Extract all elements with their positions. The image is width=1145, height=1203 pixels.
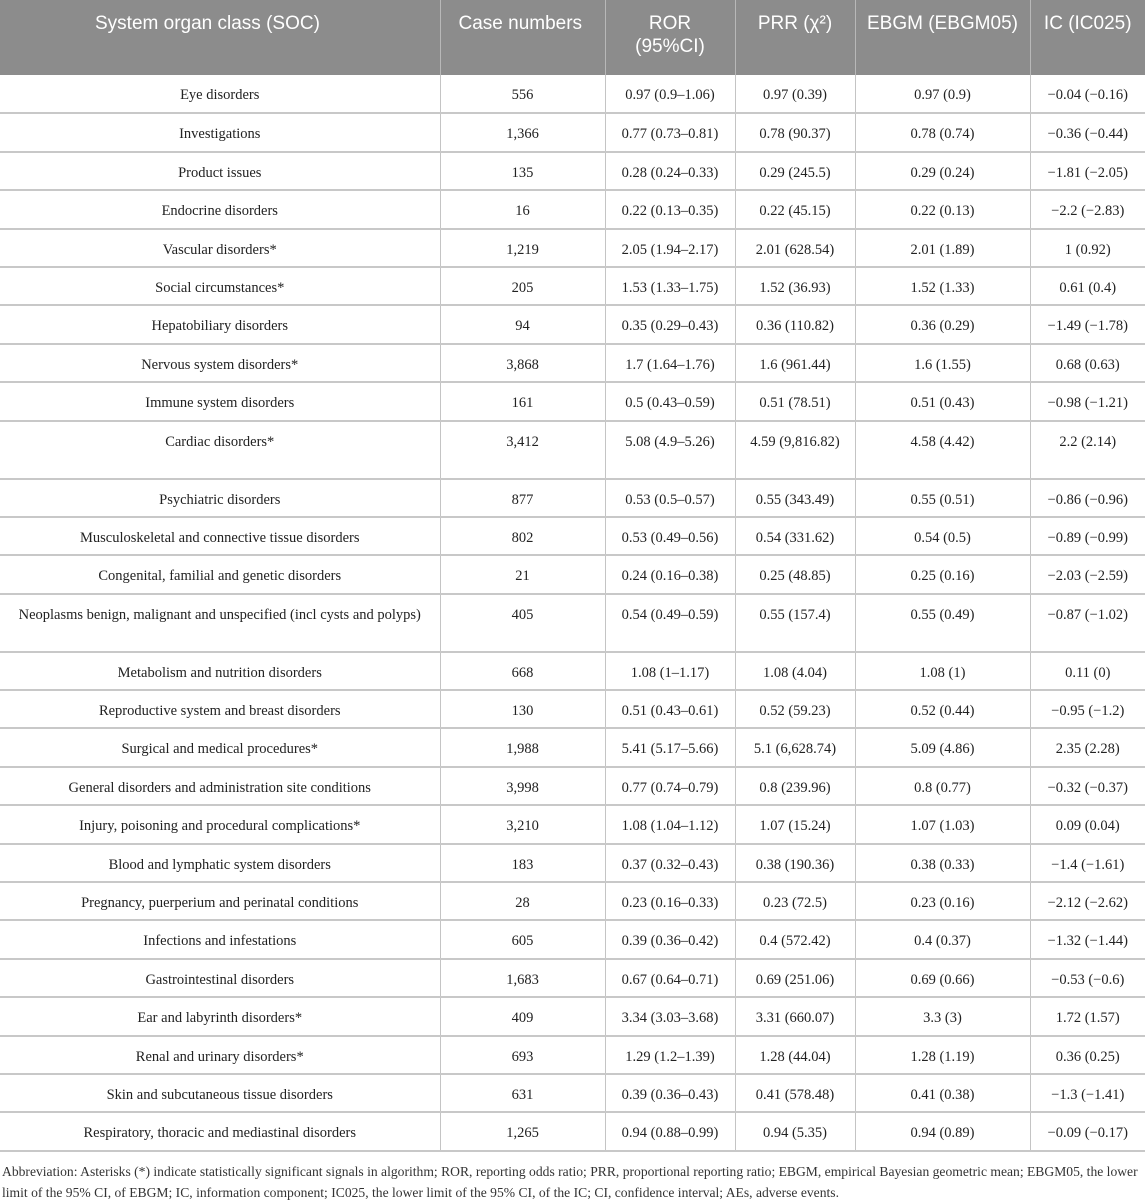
cell-prr: 0.8 (239.96) xyxy=(735,767,855,805)
cell-case-numbers: 135 xyxy=(440,152,605,190)
cell-ror: 2.05 (1.94–2.17) xyxy=(605,229,735,267)
cell-ror: 0.22 (0.13–0.35) xyxy=(605,190,735,228)
cell-prr: 1.08 (4.04) xyxy=(735,652,855,690)
cell-case-numbers: 3,412 xyxy=(440,421,605,479)
cell-case-numbers: 183 xyxy=(440,844,605,882)
footnote: Abbreviation: Asterisks (*) indicate statistically significant signals in algorithm; ROR, reporting odds ratio; PRR, proportional reporting ratio; EBGM, empirical Bayesian geometric mean; EBGM05, the lower limit of the 95% CI, of EBGM; IC, information component; IC025, the lower limit of the 95% CI, of the IC; CI, confidence interval; AEs, adverse events. xyxy=(2,1163,1138,1200)
cell-case-numbers: 605 xyxy=(440,920,605,958)
cell-case-numbers: 3,210 xyxy=(440,805,605,843)
cell-ic: −0.04 (−0.16) xyxy=(1030,75,1145,113)
table-body xyxy=(0,75,1145,1151)
cell-prr: 0.51 (78.51) xyxy=(735,382,855,420)
header-case-numbers: Case numbers xyxy=(440,0,605,75)
cell-soc: Psychiatric disorders xyxy=(0,479,440,517)
cell-ebgm: 0.36 (0.29) xyxy=(855,305,1030,343)
cell-prr: 5.1 (6,628.74) xyxy=(735,728,855,766)
table-row xyxy=(0,1036,1145,1074)
cell-prr: 1.07 (15.24) xyxy=(735,805,855,843)
cell-soc: Pregnancy, puerperium and perinatal conditions xyxy=(0,882,440,920)
cell-ebgm: 0.55 (0.51) xyxy=(855,479,1030,517)
cell-ebgm: 0.25 (0.16) xyxy=(855,555,1030,593)
cell-soc: General disorders and administration site conditions xyxy=(0,767,440,805)
cell-ic: −0.36 (−0.44) xyxy=(1030,113,1145,151)
table-row xyxy=(0,382,1145,420)
cell-ror: 0.37 (0.32–0.43) xyxy=(605,844,735,882)
cell-ic: −0.53 (−0.6) xyxy=(1030,959,1145,997)
cell-prr: 0.78 (90.37) xyxy=(735,113,855,151)
cell-soc: Injury, poisoning and procedural complications* xyxy=(0,805,440,843)
cell-ebgm: 0.4 (0.37) xyxy=(855,920,1030,958)
table-row xyxy=(0,305,1145,343)
cell-ic: −1.4 (−1.61) xyxy=(1030,844,1145,882)
cell-case-numbers: 409 xyxy=(440,997,605,1035)
table-row xyxy=(0,920,1145,958)
cell-ic: −2.03 (−2.59) xyxy=(1030,555,1145,593)
table-row xyxy=(0,267,1145,305)
cell-ror: 0.39 (0.36–0.42) xyxy=(605,920,735,958)
cell-prr: 0.97 (0.39) xyxy=(735,75,855,113)
cell-ror: 0.39 (0.36–0.43) xyxy=(605,1074,735,1112)
cell-ebgm: 0.78 (0.74) xyxy=(855,113,1030,151)
cell-ror: 1.53 (1.33–1.75) xyxy=(605,267,735,305)
cell-ic: −0.86 (−0.96) xyxy=(1030,479,1145,517)
cell-ror: 0.97 (0.9–1.06) xyxy=(605,75,735,113)
cell-prr: 0.4 (572.42) xyxy=(735,920,855,958)
header-ic: IC (IC025) xyxy=(1030,0,1145,75)
cell-ebgm: 1.08 (1) xyxy=(855,652,1030,690)
cell-prr: 0.25 (48.85) xyxy=(735,555,855,593)
cell-prr: 1.6 (961.44) xyxy=(735,344,855,382)
cell-prr: 0.54 (331.62) xyxy=(735,517,855,555)
cell-prr: 2.01 (628.54) xyxy=(735,229,855,267)
table-row xyxy=(0,555,1145,593)
cell-soc: Blood and lymphatic system disorders xyxy=(0,844,440,882)
table-row xyxy=(0,959,1145,997)
cell-prr: 4.59 (9,816.82) xyxy=(735,421,855,479)
cell-ror: 1.08 (1.04–1.12) xyxy=(605,805,735,843)
cell-ror: 3.34 (3.03–3.68) xyxy=(605,997,735,1035)
cell-ror: 0.53 (0.49–0.56) xyxy=(605,517,735,555)
table-row xyxy=(0,152,1145,190)
cell-case-numbers: 94 xyxy=(440,305,605,343)
cell-ror: 0.54 (0.49–0.59) xyxy=(605,594,735,652)
cell-soc: Investigations xyxy=(0,113,440,151)
cell-ic: −0.89 (−0.99) xyxy=(1030,517,1145,555)
table-row xyxy=(0,805,1145,843)
header-prr: PRR (χ²) xyxy=(735,0,855,75)
cell-prr: 3.31 (660.07) xyxy=(735,997,855,1035)
cell-ror: 5.41 (5.17–5.66) xyxy=(605,728,735,766)
cell-soc: Social circumstances* xyxy=(0,267,440,305)
cell-ror: 0.35 (0.29–0.43) xyxy=(605,305,735,343)
cell-ror: 0.28 (0.24–0.33) xyxy=(605,152,735,190)
cell-prr: 1.52 (36.93) xyxy=(735,267,855,305)
table-row xyxy=(0,344,1145,382)
cell-soc: Skin and subcutaneous tissue disorders xyxy=(0,1074,440,1112)
cell-ror: 0.53 (0.5–0.57) xyxy=(605,479,735,517)
cell-soc: Hepatobiliary disorders xyxy=(0,305,440,343)
cell-ebgm: 0.22 (0.13) xyxy=(855,190,1030,228)
cell-case-numbers: 802 xyxy=(440,517,605,555)
cell-ror: 5.08 (4.9–5.26) xyxy=(605,421,735,479)
cell-prr: 0.38 (190.36) xyxy=(735,844,855,882)
cell-case-numbers: 693 xyxy=(440,1036,605,1074)
cell-ebgm: 0.55 (0.49) xyxy=(855,594,1030,652)
cell-ebgm: 0.97 (0.9) xyxy=(855,75,1030,113)
cell-prr: 0.23 (72.5) xyxy=(735,882,855,920)
cell-ic: 0.09 (0.04) xyxy=(1030,805,1145,843)
table-row xyxy=(0,190,1145,228)
cell-prr: 0.94 (5.35) xyxy=(735,1112,855,1150)
table-row xyxy=(0,882,1145,920)
table-row xyxy=(0,75,1145,113)
cell-ebgm: 0.51 (0.43) xyxy=(855,382,1030,420)
table-row xyxy=(0,1074,1145,1112)
cell-ror: 0.77 (0.74–0.79) xyxy=(605,767,735,805)
cell-ebgm: 0.41 (0.38) xyxy=(855,1074,1030,1112)
header-soc: System organ class (SOC) xyxy=(0,0,440,75)
header-ror: ROR (95%CI) xyxy=(605,0,735,75)
cell-ebgm: 3.3 (3) xyxy=(855,997,1030,1035)
cell-ebgm: 4.58 (4.42) xyxy=(855,421,1030,479)
table-row xyxy=(0,113,1145,151)
cell-soc: Renal and urinary disorders* xyxy=(0,1036,440,1074)
table-row xyxy=(0,421,1145,479)
cell-ic: 2.35 (2.28) xyxy=(1030,728,1145,766)
cell-ic: −0.98 (−1.21) xyxy=(1030,382,1145,420)
cell-ic: 2.2 (2.14) xyxy=(1030,421,1145,479)
cell-soc: Congenital, familial and genetic disorders xyxy=(0,555,440,593)
cell-soc: Surgical and medical procedures* xyxy=(0,728,440,766)
header-ebgm: EBGM (EBGM05) xyxy=(855,0,1030,75)
cell-ror: 0.51 (0.43–0.61) xyxy=(605,690,735,728)
cell-prr: 0.52 (59.23) xyxy=(735,690,855,728)
cell-case-numbers: 205 xyxy=(440,267,605,305)
table-row xyxy=(0,479,1145,517)
table-row xyxy=(0,517,1145,555)
cell-prr: 1.28 (44.04) xyxy=(735,1036,855,1074)
cell-prr: 0.22 (45.15) xyxy=(735,190,855,228)
cell-ebgm: 0.23 (0.16) xyxy=(855,882,1030,920)
table-row xyxy=(0,690,1145,728)
cell-case-numbers: 405 xyxy=(440,594,605,652)
cell-ebgm: 1.07 (1.03) xyxy=(855,805,1030,843)
cell-ic: −2.12 (−2.62) xyxy=(1030,882,1145,920)
cell-case-numbers: 631 xyxy=(440,1074,605,1112)
cell-ebgm: 0.69 (0.66) xyxy=(855,959,1030,997)
cell-soc: Endocrine disorders xyxy=(0,190,440,228)
cell-ic: −0.32 (−0.37) xyxy=(1030,767,1145,805)
table-row xyxy=(0,652,1145,690)
cell-prr: 0.55 (343.49) xyxy=(735,479,855,517)
cell-prr: 0.41 (578.48) xyxy=(735,1074,855,1112)
cell-ebgm: 5.09 (4.86) xyxy=(855,728,1030,766)
cell-case-numbers: 556 xyxy=(440,75,605,113)
cell-case-numbers: 3,868 xyxy=(440,344,605,382)
cell-soc: Eye disorders xyxy=(0,75,440,113)
cell-case-numbers: 3,998 xyxy=(440,767,605,805)
cell-ic: −0.87 (−1.02) xyxy=(1030,594,1145,652)
cell-prr: 0.69 (251.06) xyxy=(735,959,855,997)
cell-case-numbers: 130 xyxy=(440,690,605,728)
cell-ror: 0.24 (0.16–0.38) xyxy=(605,555,735,593)
cell-soc: Nervous system disorders* xyxy=(0,344,440,382)
cell-soc: Vascular disorders* xyxy=(0,229,440,267)
cell-ebgm: 1.52 (1.33) xyxy=(855,267,1030,305)
cell-ror: 0.23 (0.16–0.33) xyxy=(605,882,735,920)
cell-ror: 1.7 (1.64–1.76) xyxy=(605,344,735,382)
cell-case-numbers: 16 xyxy=(440,190,605,228)
cell-ebgm: 0.8 (0.77) xyxy=(855,767,1030,805)
cell-ebgm: 0.54 (0.5) xyxy=(855,517,1030,555)
cell-ror: 1.08 (1–1.17) xyxy=(605,652,735,690)
cell-case-numbers: 877 xyxy=(440,479,605,517)
cell-ic: −1.3 (−1.41) xyxy=(1030,1074,1145,1112)
cell-ic: −1.49 (−1.78) xyxy=(1030,305,1145,343)
cell-ror: 1.29 (1.2–1.39) xyxy=(605,1036,735,1074)
cell-soc: Ear and labyrinth disorders* xyxy=(0,997,440,1035)
cell-ic: −1.32 (−1.44) xyxy=(1030,920,1145,958)
cell-ic: 0.11 (0) xyxy=(1030,652,1145,690)
cell-ebgm: 1.6 (1.55) xyxy=(855,344,1030,382)
cell-ebgm: 0.52 (0.44) xyxy=(855,690,1030,728)
cell-soc: Cardiac disorders* xyxy=(0,421,440,479)
cell-ic: −0.09 (−0.17) xyxy=(1030,1112,1145,1150)
cell-case-numbers: 668 xyxy=(440,652,605,690)
cell-soc: Gastrointestinal disorders xyxy=(0,959,440,997)
cell-case-numbers: 21 xyxy=(440,555,605,593)
cell-soc: Reproductive system and breast disorders xyxy=(0,690,440,728)
table-row xyxy=(0,594,1145,652)
cell-ic: 0.36 (0.25) xyxy=(1030,1036,1145,1074)
table-row xyxy=(0,728,1145,766)
table-row xyxy=(0,767,1145,805)
table-row xyxy=(0,1112,1145,1150)
cell-soc: Infections and infestations xyxy=(0,920,440,958)
cell-case-numbers: 1,683 xyxy=(440,959,605,997)
cell-ebgm: 0.38 (0.33) xyxy=(855,844,1030,882)
header-row xyxy=(0,0,1145,75)
cell-case-numbers: 1,265 xyxy=(440,1112,605,1150)
cell-ic: −2.2 (−2.83) xyxy=(1030,190,1145,228)
cell-case-numbers: 28 xyxy=(440,882,605,920)
cell-soc: Metabolism and nutrition disorders xyxy=(0,652,440,690)
cell-case-numbers: 1,366 xyxy=(440,113,605,151)
cell-ebgm: 0.94 (0.89) xyxy=(855,1112,1030,1150)
cell-soc: Musculoskeletal and connective tissue disorders xyxy=(0,517,440,555)
cell-ic: −1.81 (−2.05) xyxy=(1030,152,1145,190)
cell-prr: 0.29 (245.5) xyxy=(735,152,855,190)
cell-soc: Product issues xyxy=(0,152,440,190)
cell-ror: 0.77 (0.73–0.81) xyxy=(605,113,735,151)
cell-ebgm: 0.29 (0.24) xyxy=(855,152,1030,190)
table-row xyxy=(0,844,1145,882)
cell-ic: 1.72 (1.57) xyxy=(1030,997,1145,1035)
cell-ebgm: 2.01 (1.89) xyxy=(855,229,1030,267)
cell-soc: Immune system disorders xyxy=(0,382,440,420)
cell-soc: Neoplasms benign, malignant and unspecified (incl cysts and polyps) xyxy=(0,594,440,652)
cell-ic: 0.68 (0.63) xyxy=(1030,344,1145,382)
cell-case-numbers: 1,988 xyxy=(440,728,605,766)
table-row xyxy=(0,997,1145,1035)
cell-case-numbers: 1,219 xyxy=(440,229,605,267)
cell-ror: 0.5 (0.43–0.59) xyxy=(605,382,735,420)
cell-case-numbers: 161 xyxy=(440,382,605,420)
table-row xyxy=(0,229,1145,267)
cell-ror: 0.94 (0.88–0.99) xyxy=(605,1112,735,1150)
cell-ic: 0.61 (0.4) xyxy=(1030,267,1145,305)
cell-ror: 0.67 (0.64–0.71) xyxy=(605,959,735,997)
cell-soc: Respiratory, thoracic and mediastinal disorders xyxy=(0,1112,440,1150)
cell-ic: −0.95 (−1.2) xyxy=(1030,690,1145,728)
cell-prr: 0.55 (157.4) xyxy=(735,594,855,652)
cell-ic: 1 (0.92) xyxy=(1030,229,1145,267)
cell-prr: 0.36 (110.82) xyxy=(735,305,855,343)
cell-ebgm: 1.28 (1.19) xyxy=(855,1036,1030,1074)
